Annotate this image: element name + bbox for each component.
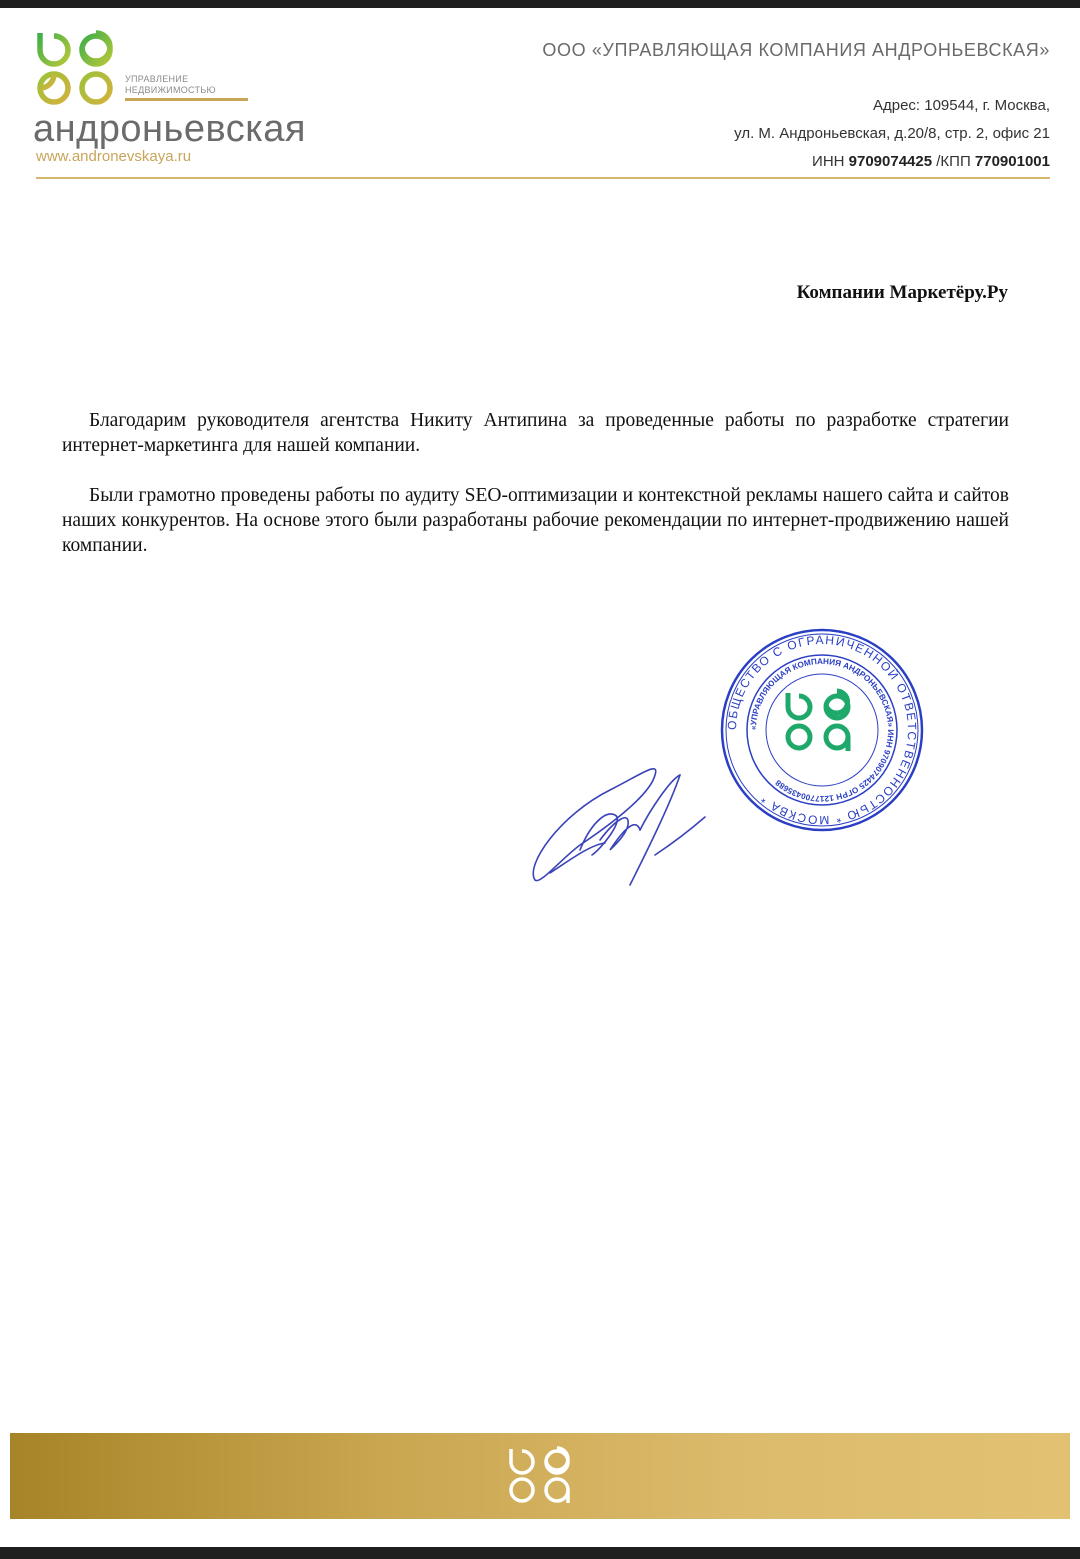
inn-kpp-line: [542, 148, 1050, 176]
address-line2: ул. М. Андроньевская, д.20/8, стр. 2, офис 21: [734, 125, 1050, 142]
logo-name: андроньевская: [33, 108, 306, 150]
inn-value: 9709074425: [848, 153, 933, 170]
letter-paragraph: Были грамотно проведены работы по аудиту SEO-оптимизации и контекстной рекламы нашего сайта и сайтов наших конкурентов. На основе этого были разработаны рабочие рекомендации по интернет-продвижению нашей компании.: [62, 485, 1009, 556]
letter-body: [62, 408, 1009, 583]
company-address: [542, 92, 1050, 176]
top-bar: [0, 0, 1080, 8]
letter-paragraph: Благодарим руководителя агентства Никиту Антипина за проведенные работы по разработке стратегии интернет-маркетинга для нашей компании.: [62, 410, 1009, 456]
footer-band: [10, 1433, 1070, 1519]
kpp-label: /КПП: [936, 153, 971, 170]
company-logo: [30, 28, 350, 173]
logo-mark-icon: [30, 28, 120, 110]
logo-tagline: [125, 74, 216, 96]
company-header: [542, 40, 1050, 176]
seal-inner-text: «УПРАВЛЯЮЩАЯ КОМПАНИЯ АНДРОНЬЕВСКАЯ» ИНН 9709074425 ОГРН 1217700435688: [748, 656, 896, 804]
logo-tagline-line1: УПРАВЛЕНИЕ: [125, 74, 189, 84]
footer-logo-icon: [505, 1445, 575, 1507]
logo-website: www.andronevskaya.ru: [36, 148, 192, 165]
header-divider: [36, 177, 1050, 179]
signature-image: [520, 755, 720, 895]
bottom-bar: [0, 1547, 1080, 1559]
logo-tagline-line2: НЕДВИЖИМОСТЬЮ: [125, 85, 216, 95]
seal-logo-icon: [788, 691, 848, 751]
company-seal: [717, 625, 927, 835]
company-name: ООО «УПРАВЛЯЮЩАЯ КОМПАНИЯ АНДРОНЬЕВСКАЯ»: [542, 40, 1050, 60]
kpp-value: 770901001: [974, 153, 1050, 170]
recipient: Компании Маркетёру.Ру: [796, 282, 1008, 303]
seal-outer-text: ОБЩЕСТВО С ОГРАНИЧЕННОЙ ОТВЕТСТВЕННОСТЬЮ * МОСКВА *: [724, 632, 920, 828]
inn-label: ИНН: [812, 153, 845, 170]
logo-tagline-rule: [125, 98, 248, 101]
address-line1: Адрес: 109544, г. Москва,: [872, 97, 1050, 114]
